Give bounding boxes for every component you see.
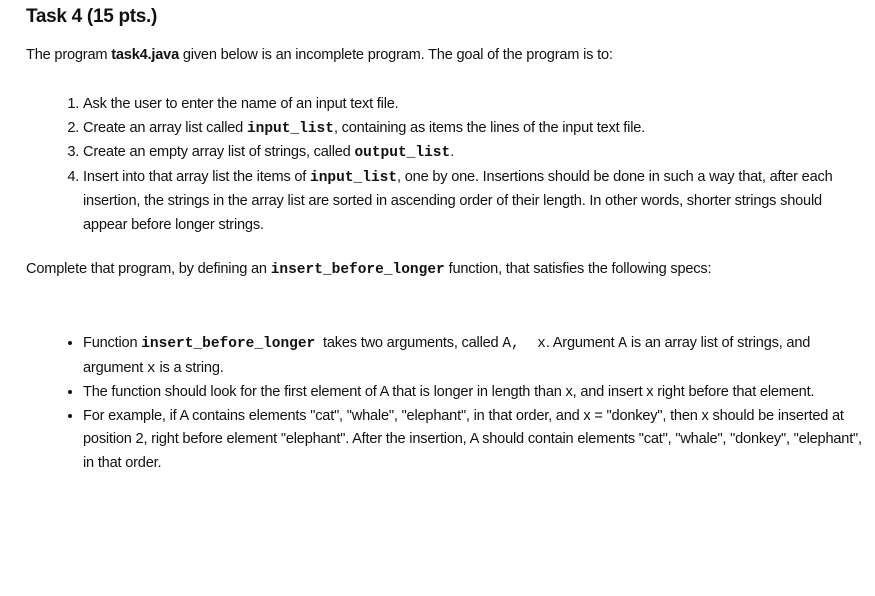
step-text: , one by one. Insertions should be done in such a way that, after each insertion, the strings in the array list are sorted in ascending order of their length. In other words, shorter strings should appear before longer strings. [83, 168, 833, 233]
spec-item [83, 405, 863, 476]
spec-text: The function should look for the first element of A that is longer in length than x, and insert x right before that element. [83, 384, 815, 401]
steps-list [52, 93, 853, 238]
code-identifier: input_list [310, 169, 398, 186]
intro-text: given below is an incomplete program. The goal of the program is to: [179, 47, 613, 63]
step-item [83, 117, 853, 142]
spec-text: is an array list of strings, and argument [83, 335, 811, 376]
intro-paragraph [26, 47, 613, 63]
spec-item [83, 381, 863, 405]
code-identifier: input_list [246, 120, 334, 137]
code-identifier: insert_before_longer [141, 336, 316, 352]
complete-text: Complete that program, by defining an [26, 261, 271, 277]
step-item [83, 141, 853, 166]
code-arg: x [146, 360, 156, 377]
code-args: A, x [502, 336, 546, 352]
code-identifier: insert_before_longer [270, 262, 445, 278]
specs-list [52, 332, 863, 476]
step-text: Insert into that array list the items of [83, 168, 311, 185]
step-text: Create an array list called [83, 119, 247, 136]
spec-text: takes two arguments, called [315, 335, 503, 351]
step-text: , containing as items the lines of the input text file. [333, 119, 646, 136]
code-identifier: output_list [354, 145, 451, 162]
step-item [83, 93, 853, 117]
filename: task4.java [111, 47, 179, 63]
complete-paragraph [26, 256, 826, 284]
step-text: Create an empty array list of strings, called [83, 144, 355, 161]
spec-text: Function [83, 335, 142, 351]
spec-text: For example, if A contains elements "cat", "whale", "elephant", in that order, and x = "donkey", then x should be inserted at position 2, right before element "elephant". After the insertion, A should contain elements "cat", "whale", "donkey", "elephant", in that order. [83, 407, 862, 471]
step-text: Ask the user to enter the name of an input text file. [83, 96, 399, 112]
task-title: Task 4 (15 pts.) [26, 6, 158, 27]
spec-text: is a string. [155, 359, 224, 376]
step-item [83, 166, 853, 238]
spec-text: . Argument [545, 335, 619, 351]
spec-item [83, 332, 863, 381]
intro-text: The program [26, 47, 112, 63]
code-arg: A [618, 336, 627, 352]
complete-text: function, that satisfies the following specs: [444, 261, 712, 277]
step-text: . [450, 144, 455, 161]
